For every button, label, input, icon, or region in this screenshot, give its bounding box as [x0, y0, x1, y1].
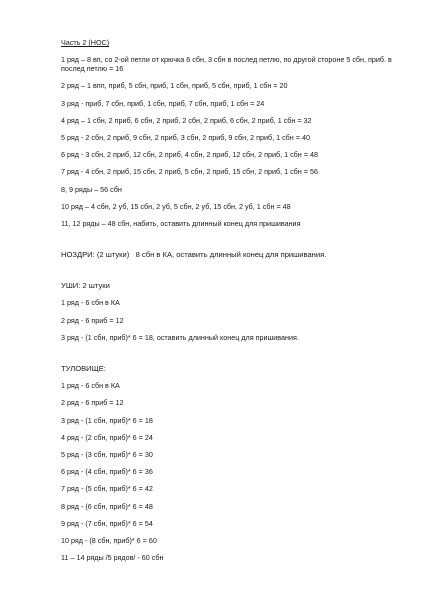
document-page — [61, 38, 413, 562]
nos-row-10: 11, 12 ряды – 48 сбн, набить, оставить длинный конец для пришивания — [61, 218, 301, 228]
tulovische-row-3: 3 ряд - (1 сбн, приб)* 6 = 18 — [61, 415, 153, 425]
tulovische-row-8: 8 ряд - (6 сбн, приб)* 6 = 48 — [61, 501, 153, 511]
ushi-row-3: 3 ряд - (1 сбн, приб)* 6 = 18, оставить длинный конец для пришивания. — [61, 332, 299, 342]
section-ushi-title: УШИ: 2 штуки — [61, 281, 110, 291]
section-nozdri: НОЗДРИ: (2 штуки) 8 сбн в КА, оставить длинный конец для пришивания. — [61, 250, 327, 260]
nos-row-2: 2 ряд – 1 впп, приб, 5 сбн, приб, 1 сбн, приб, 5 сбн, приб, 1 сбн = 20 — [61, 81, 288, 91]
nos-row-7: 7 ряд - 4 сбн, 2 приб, 15 сбн, 2 приб, 5 сбн, 2 приб, 15 сбн, 2 приб, 1 сбн = 56 — [61, 167, 318, 177]
ushi-row-1: 1 ряд - 6 сбн в КА — [61, 298, 120, 308]
nos-row-3: 3 ряд - приб, 7 сбн, приб, 1 сбн, приб, 7 сбн, приб, 1 сбн = 24 — [61, 98, 265, 108]
tulovische-row-7: 7 ряд - (5 сбн, приб)* 6 = 42 — [61, 484, 153, 494]
ushi-row-2: 2 ряд - 6 приб = 12 — [61, 315, 124, 325]
nos-row-9: 10 ряд – 4 сбн, 2 уб, 15 сбн, 2 уб, 5 сбн, 2 уб, 15 сбн, 2 уб, 1 сбн = 48 — [61, 201, 291, 211]
tulovische-row-1: 1 ряд - 6 сбн в КА — [61, 381, 120, 391]
tulovische-row-5: 5 ряд - (3 сбн, приб)* 6 = 30 — [61, 449, 153, 459]
tulovische-row-11: 11 – 14 ряды /5 рядов/ - 60 сбн — [61, 553, 164, 563]
tulovische-row-2: 2 ряд - 6 приб = 12 — [61, 398, 124, 408]
nos-row-8: 8, 9 ряды – 56 сбн — [61, 184, 122, 194]
tulovische-row-6: 6 ряд - (4 сбн, приб)* 6 = 36 — [61, 467, 153, 477]
tulovische-row-4: 4 ряд - (2 сбн, приб)* 6 = 24 — [61, 432, 153, 442]
nos-row-4: 4 ряд – 1 сбн, 2 приб, 6 сбн, 2 приб, 2 сбн, 2 приб, 6 сбн, 2 приб, 1 сбн = 32 — [61, 115, 312, 125]
nos-row-6: 6 ряд - 3 сбн, 2 приб, 12 сбн, 2 приб, 4 сбн, 2 приб, 12 сбн, 2 приб, 1 сбн = 48 — [61, 150, 318, 160]
section-tulovische-title: ТУЛОВИЩЕ: — [61, 364, 106, 373]
tulovische-row-10: 10 ряд - (8 сбн, приб)* 6 = 60 — [61, 535, 157, 545]
nos-row-1: 1 ряд – 8 вп, со 2-ой петли от крючка 6 сбн, 3 сбн в послед петлю, по другой стороне 5 сбн, приб. в послед петлю = 16 — [61, 55, 394, 74]
tulovische-row-9: 9 ряд - (7 сбн, приб)* 6 = 54 — [61, 518, 153, 528]
section-nos-title: Часть 2 (НОС) — [61, 38, 110, 47]
nos-row-5: 5 ряд - 2 сбн, 2 приб, 9 сбн, 2 приб, 3 сбн, 2 приб, 9 сбн, 2 приб, 1 сбн = 40 — [61, 132, 310, 142]
